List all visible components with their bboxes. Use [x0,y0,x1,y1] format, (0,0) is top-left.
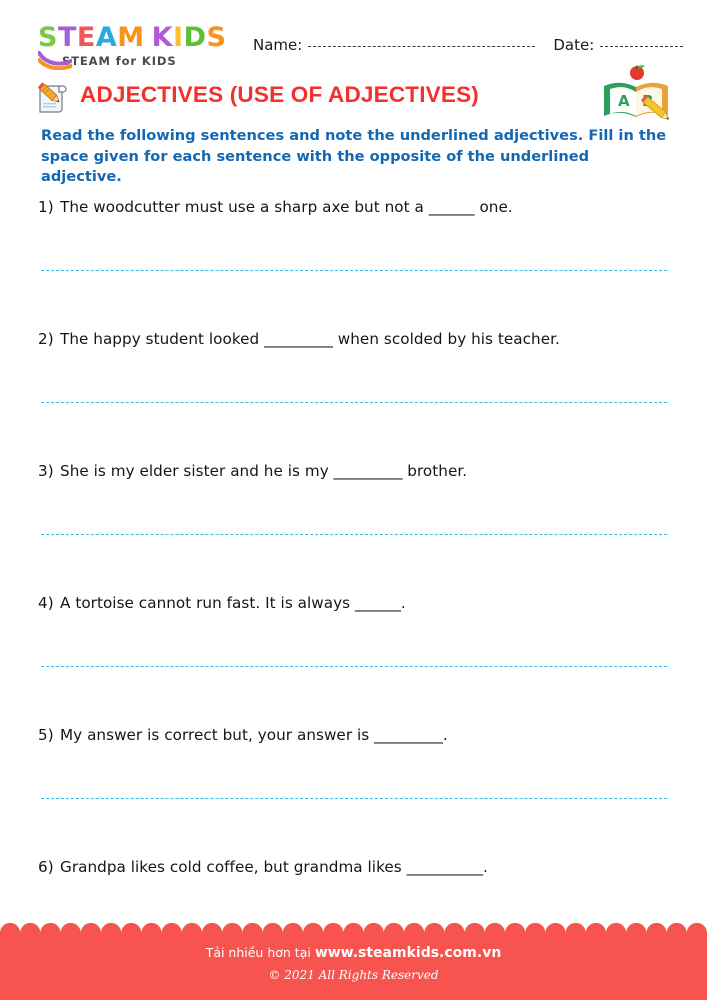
instructions-text: Read the following sentences and note the underlined adjectives. Fill in the space given for each sentence with the opposite of the underlined adjective. [41,127,667,186]
question-text [38,594,406,612]
question-body: The happy student looked _________ when scolded by his teacher. [60,330,560,348]
logo-letter: M [117,22,145,53]
logo-tagline: STEAM for KIDS [62,54,177,68]
footer-prefix: Tải nhiều hơn tại [205,945,315,960]
logo-wordmark [38,24,238,51]
questions-list [0,190,707,982]
logo-letter: K [151,22,174,53]
question-number: 5) [38,726,54,744]
question-text [38,330,560,348]
question-body: She is my elder sister and he is my _________ brother. [60,462,468,480]
answer-separator-line [41,402,667,403]
date-label: Date: [553,36,595,54]
question-body: The woodcutter must use a sharp axe but not a ______ one. [60,198,513,216]
footer-copyright: © 2021 All Rights Reserved [268,968,439,982]
question-block [0,718,707,850]
logo-letter: A [95,22,118,53]
question-body: A tortoise cannot run fast. It is always ______. [60,594,406,612]
logo-letter: I [173,22,184,53]
footer-content [0,943,707,985]
page-footer [0,932,707,1000]
question-block [0,586,707,718]
answer-separator-line [41,666,667,667]
question-text [38,726,448,744]
question-block [0,454,707,586]
question-block [0,190,707,322]
footer-url[interactable]: www.steamkids.com.vn [314,945,502,961]
page-header [0,0,707,70]
footer-site-line [0,943,707,964]
name-input[interactable] [308,46,535,47]
question-number: 2) [38,330,54,348]
date-input[interactable] [600,46,683,47]
logo-letter: T [57,22,77,53]
name-label: Name: [253,36,303,54]
logo-letter: S [206,22,227,53]
question-body: Grandpa likes cold coffee, but grandma likes __________. [60,858,488,876]
page-title: ADJECTIVES (USE OF ADJECTIVES) [80,82,479,107]
pencil-notepad-icon [33,78,71,116]
question-number: 4) [38,594,54,612]
logo-letter: S [38,22,58,53]
question-body: My answer is correct but, your answer is _________. [60,726,448,744]
answer-separator-line [41,270,667,271]
question-text [38,858,488,876]
question-block [0,322,707,454]
name-date-row [253,36,683,54]
logo-letter: E [76,22,96,53]
svg-text:A: A [618,92,630,110]
logo-letter: D [183,22,207,53]
brand-logo [38,24,238,68]
answer-separator-line [41,534,667,535]
title-row [33,76,673,118]
abc-book-apple-pencil-icon [598,64,676,126]
scallop-edge-decoration [0,923,707,943]
question-number: 3) [38,462,54,480]
question-text [38,462,467,480]
question-text [38,198,513,216]
question-number: 6) [38,858,54,876]
question-number: 1) [38,198,54,216]
answer-separator-line [41,798,667,799]
